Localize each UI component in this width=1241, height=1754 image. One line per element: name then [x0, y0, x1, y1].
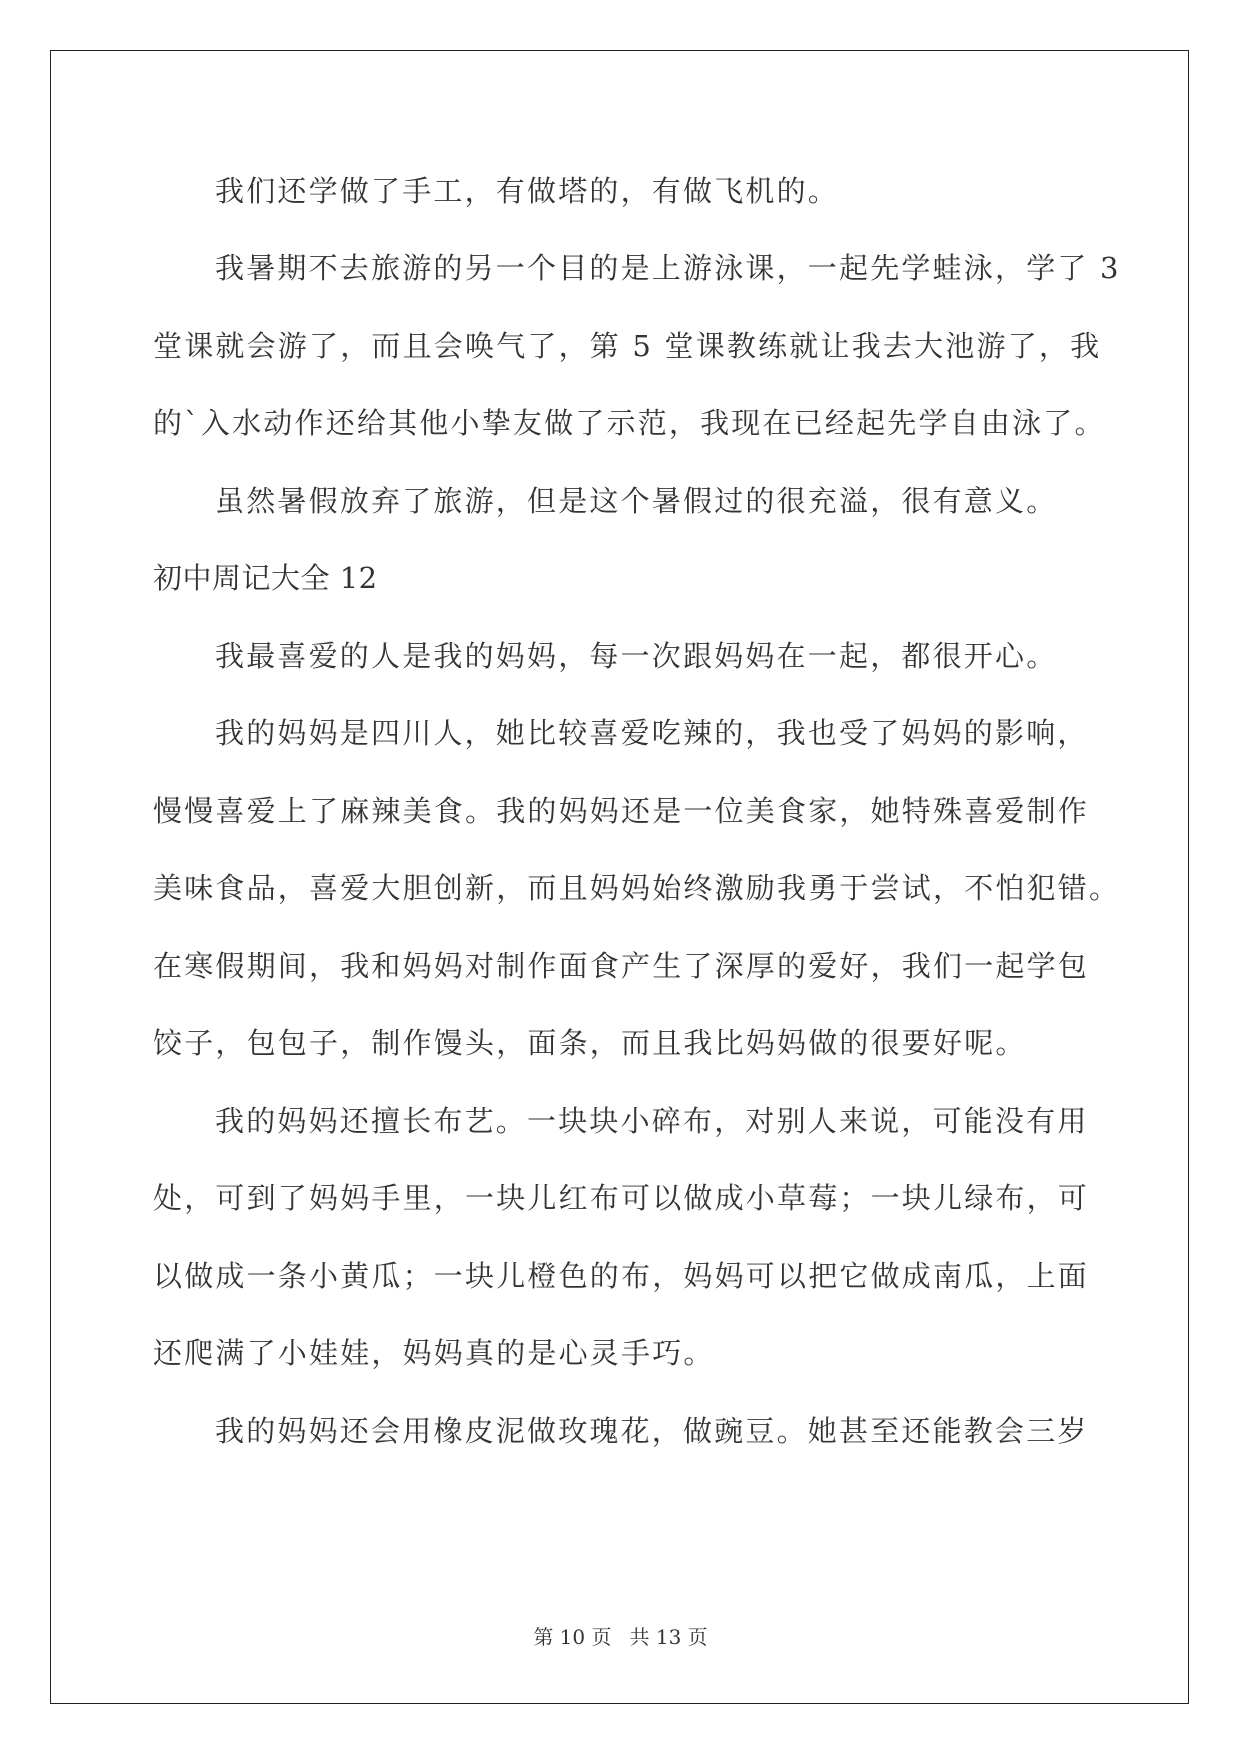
paragraph-line: 堂课就会游了，而且会唤气了，第 5 堂课教练就让我去大池游了，我 — [153, 329, 1102, 363]
paragraph-line: 处，可到了妈妈手里，一块儿红布可以做成小草莓；一块儿绿布，可 — [153, 1181, 1090, 1215]
page-total: 共 13 页 — [629, 1625, 708, 1649]
paragraph-line: 在寒假期间，我和妈妈对制作面食产生了深厚的爱好，我们一起学包 — [153, 949, 1090, 983]
paragraph-line: 我最喜爱的人是我的妈妈，每一次跟妈妈在一起，都很开心。 — [215, 639, 1058, 673]
paragraph-line: 以做成一条小黄瓜；一块儿橙色的布，妈妈可以把它做成南瓜，上面 — [153, 1259, 1090, 1293]
page-footer — [0, 1624, 1241, 1650]
paragraph-line: 虽然暑假放弃了旅游，但是这个暑假过的很充溢，很有意义。 — [215, 484, 1058, 518]
paragraph-line: 的`入水动作还给其他小挚友做了示范，我现在已经起先学自由泳了。 — [153, 406, 1106, 440]
paragraph-line: 我的妈妈是四川人，她比较喜爱吃辣的，我也受了妈妈的影响， — [215, 716, 1089, 750]
page-number: 第 10 页 — [533, 1625, 612, 1649]
paragraph-line: 饺子，包包子，制作馒头，面条，而且我比妈妈做的很要好呢。 — [153, 1026, 1027, 1060]
paragraph-line: 我们还学做了手工，有做塔的，有做飞机的。 — [215, 174, 840, 208]
paragraph-line: 我暑期不去旅游的另一个目的是上游泳课，一起先学蛙泳，学了 3 — [215, 251, 1121, 285]
paragraph-line: 还爬满了小娃娃，妈妈真的是心灵手巧。 — [153, 1336, 715, 1370]
paragraph-line: 我的妈妈还会用橡皮泥做玫瑰花，做豌豆。她甚至还能教会三岁 — [215, 1414, 1089, 1448]
paragraph-line: 慢慢喜爱上了麻辣美食。我的妈妈还是一位美食家，她特殊喜爱制作 — [153, 794, 1090, 828]
section-heading: 初中周记大全 12 — [153, 561, 378, 595]
paragraph-line: 我的妈妈还擅长布艺。一块块小碎布，对别人来说，可能没有用 — [215, 1104, 1089, 1138]
paragraph-line: 美味食品，喜爱大胆创新，而且妈妈始终激励我勇于尝试，不怕犯错。 — [153, 871, 1121, 905]
